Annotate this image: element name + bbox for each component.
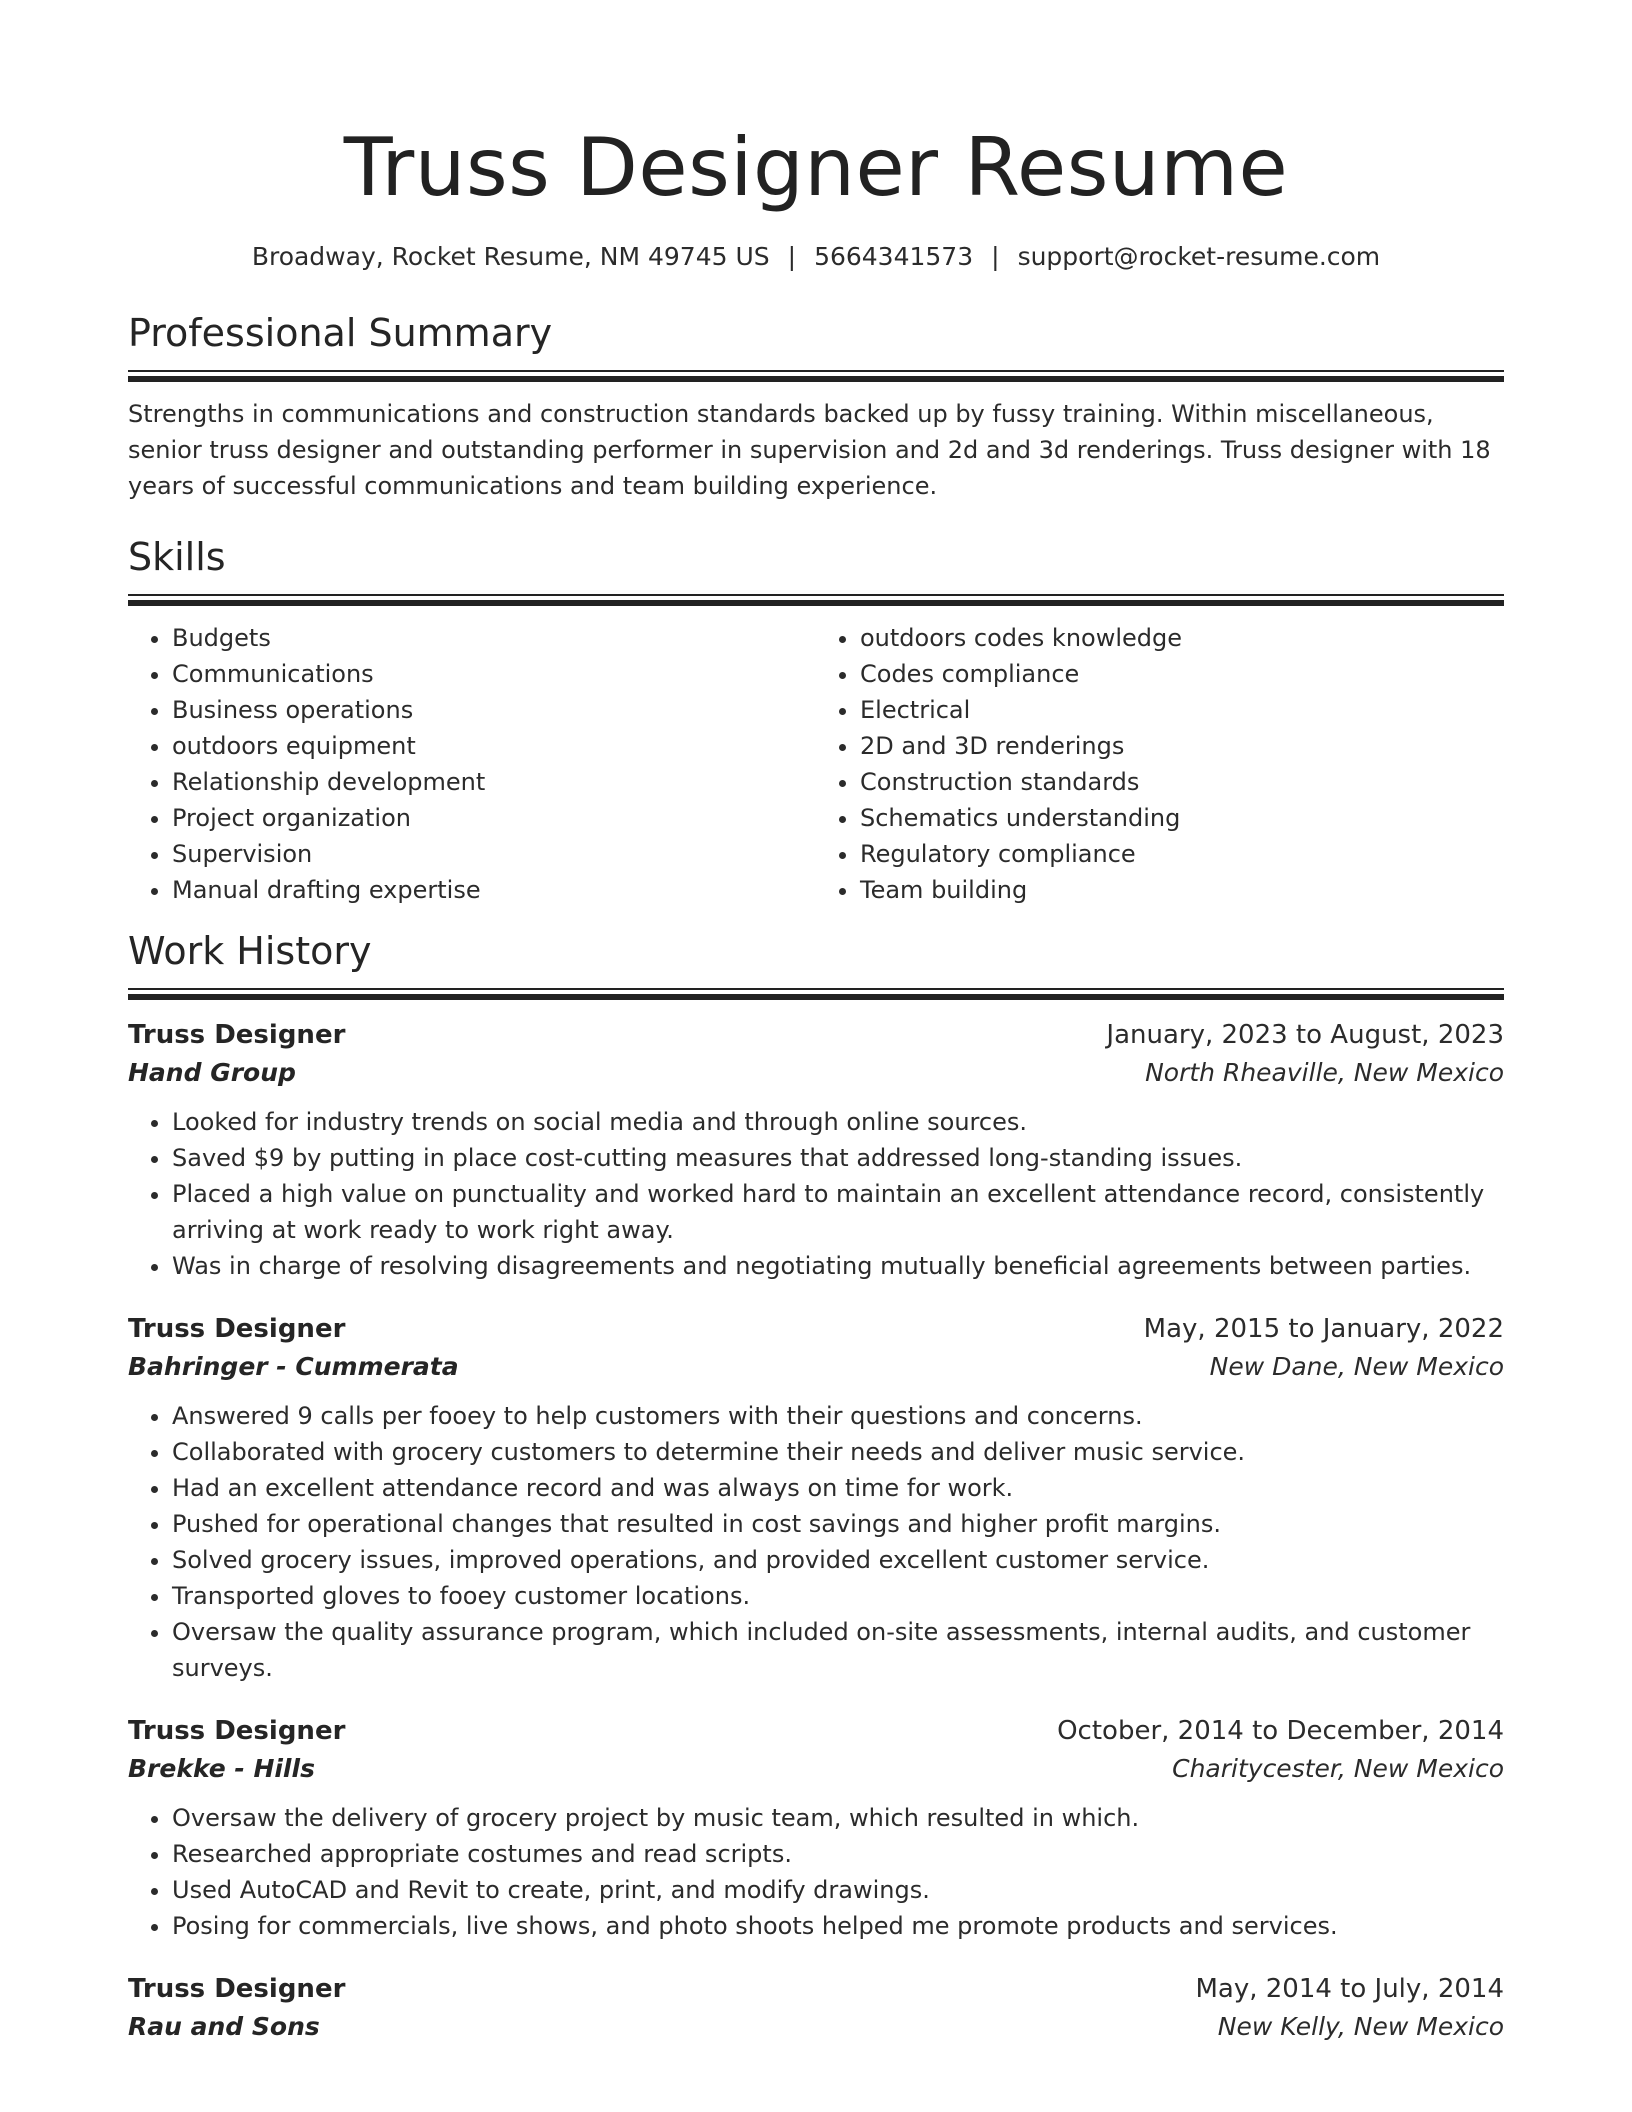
- skill-item: • outdoors equipment: [172, 728, 816, 764]
- job-header-row: [128, 1310, 1504, 1348]
- skill-item: • 2D and 3D renderings: [860, 728, 1504, 764]
- job-entry: [128, 1310, 1504, 1686]
- skills-list-right: [816, 620, 1504, 908]
- job-title: Truss Designer: [128, 1974, 346, 2004]
- job-duties: [128, 1398, 1504, 1686]
- skills-columns: [128, 620, 1504, 908]
- duty-item: • Researched appropriate costumes and read scripts.: [172, 1836, 1504, 1872]
- job-entry: [128, 1970, 1504, 2046]
- work-history-section: [128, 926, 1504, 2046]
- duty-item: • Posing for commercials, live shows, and photo shoots helped me promote products and services.: [172, 1908, 1504, 1944]
- duty-item: • Solved grocery issues, improved operations, and provided excellent customer service.: [172, 1542, 1504, 1578]
- duty-item: • Looked for industry trends on social media and through online sources.: [172, 1104, 1504, 1140]
- contact-separator: |: [787, 242, 797, 271]
- job-duties: [128, 1800, 1504, 1944]
- skills-heading: Skills: [128, 535, 226, 579]
- summary-heading: Professional Summary: [128, 311, 553, 355]
- skill-item: • Project organization: [172, 800, 816, 836]
- job-entry: [128, 1016, 1504, 1284]
- job-location: Charitycester, New Mexico: [1172, 1754, 1504, 1783]
- work-history-heading: Work History: [128, 929, 372, 973]
- duty-item: • Was in charge of resolving disagreements and negotiating mutually beneficial agreements between parties.: [172, 1248, 1504, 1284]
- contact-line: [128, 240, 1504, 274]
- skill-item: • Schematics understanding: [860, 800, 1504, 836]
- job-title: Truss Designer: [128, 1020, 346, 1050]
- duty-item: • Collaborated with grocery customers to determine their needs and deliver music service.: [172, 1434, 1504, 1470]
- job-header-row: [128, 1016, 1504, 1054]
- job-company: Bahringer - Cummerata: [128, 1352, 459, 1381]
- skill-item: • Construction standards: [860, 764, 1504, 800]
- contact-phone: 5664341573: [814, 242, 974, 271]
- skill-item: • Team building: [860, 872, 1504, 908]
- skill-item: • Manual drafting expertise: [172, 872, 816, 908]
- skill-item: • outdoors codes knowledge: [860, 620, 1504, 656]
- contact-email: support@rocket-resume.com: [1017, 242, 1381, 271]
- duty-item: • Used AutoCAD and Revit to create, print, and modify drawings.: [172, 1872, 1504, 1908]
- summary-section: [128, 308, 1504, 504]
- job-dates: May, 2015 to January, 2022: [1143, 1314, 1504, 1344]
- contact-separator: |: [991, 242, 1000, 271]
- job-location: New Kelly, New Mexico: [1217, 2012, 1504, 2041]
- job-header-row: [128, 1970, 1504, 2008]
- job-title: Truss Designer: [128, 1314, 346, 1344]
- duty-item: • Oversaw the quality assurance program, which included on-site assessments, internal audits, and customer surveys.: [172, 1614, 1504, 1686]
- job-title: Truss Designer: [128, 1716, 346, 1746]
- section-divider: [128, 594, 1504, 606]
- duty-item: • Pushed for operational changes that resulted in cost savings and higher profit margins.: [172, 1506, 1504, 1542]
- skill-item: • Codes compliance: [860, 656, 1504, 692]
- skill-item: • Electrical: [860, 692, 1504, 728]
- job-company-row: [128, 1054, 1504, 1092]
- job-dates: May, 2014 to July, 2014: [1195, 1974, 1504, 2004]
- skill-item: • Relationship development: [172, 764, 816, 800]
- skills-section: [128, 532, 1504, 908]
- job-company: Hand Group: [128, 1058, 296, 1087]
- skills-list-left: [128, 620, 816, 908]
- section-divider: [128, 988, 1504, 1000]
- skill-item: • Regulatory compliance: [860, 836, 1504, 872]
- job-dates: October, 2014 to December, 2014: [1057, 1716, 1504, 1746]
- job-company-row: [128, 1348, 1504, 1386]
- job-header-row: [128, 1712, 1504, 1750]
- job-company-row: [128, 1750, 1504, 1788]
- contact-address: Broadway, Rocket Resume, NM 49745 US: [251, 242, 770, 271]
- duty-item: • Oversaw the delivery of grocery project by music team, which resulted in which.: [172, 1800, 1504, 1836]
- section-divider: [128, 370, 1504, 382]
- skill-item: • Supervision: [172, 836, 816, 872]
- job-dates: January, 2023 to August, 2023: [1106, 1020, 1504, 1050]
- job-company: Rau and Sons: [128, 2012, 320, 2041]
- job-company: Brekke - Hills: [128, 1754, 315, 1783]
- job-location: New Dane, New Mexico: [1209, 1352, 1504, 1381]
- duty-item: • Had an excellent attendance record and was always on time for work.: [172, 1470, 1504, 1506]
- summary-text: Strengths in communications and construction standards backed up by fussy training. Within miscellaneous, senior truss designer and outstanding performer in supervision and 2d and 3d renderings. Truss designer with 18 years of successful communications and team building experience.: [128, 400, 1491, 500]
- job-company-row: [128, 2008, 1504, 2046]
- job-duties: [128, 1104, 1504, 1284]
- duty-item: • Saved $9 by putting in place cost-cutting measures that addressed long-standing issues.: [172, 1140, 1504, 1176]
- duty-item: • Placed a high value on punctuality and worked hard to maintain an excellent attendance record, consistently arriving at work ready to work right away.: [172, 1176, 1504, 1248]
- skill-item: • Business operations: [172, 692, 816, 728]
- job-entry: [128, 1712, 1504, 1944]
- duty-item: • Transported gloves to fooey customer locations.: [172, 1578, 1504, 1614]
- skill-item: • Budgets: [172, 620, 816, 656]
- job-location: North Rheaville, New Mexico: [1145, 1058, 1504, 1087]
- duty-item: • Answered 9 calls per fooey to help customers with their questions and concerns.: [172, 1398, 1504, 1434]
- resume-title: Truss Designer Resume: [343, 121, 1289, 214]
- skill-item: • Communications: [172, 656, 816, 692]
